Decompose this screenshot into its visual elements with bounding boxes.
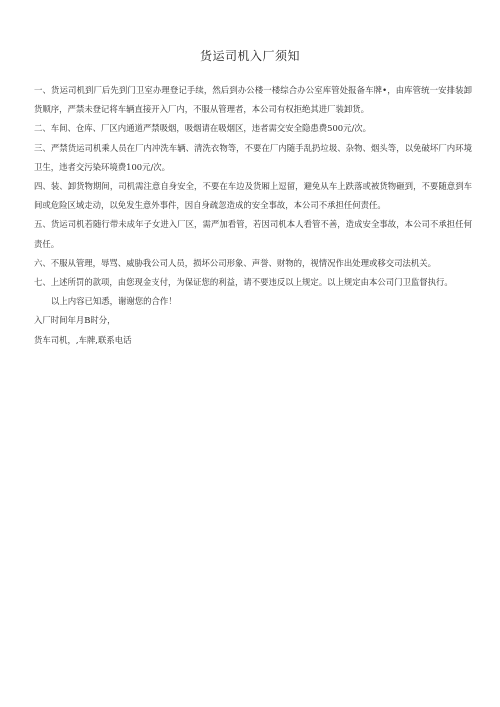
entry-time-line: 入厂时间年月B时分， — [34, 315, 116, 326]
rule-paragraph-3: 三、严禁货运司机乘人员在厂内冲洗车辆、清洗衣物等，不要在厂内随手乱扔垃圾、杂物、烟头等，以免破坏厂内环境卫生，违者交污染环境费100元/次。 — [34, 142, 472, 172]
rule-paragraph-4: 四、装、卸货物期间，司机需注意自身安全，不要在车边及货厢上逗留，避免从车上跌落或被货物砸到，不要随意到车间或危险区域走动，以免发生意外事件，因自身疏忽造成的安全事故，本公司不承担任何责任。 — [34, 181, 472, 211]
rule-paragraph-1: 一、货运司机到厂后先到门卫室办理登记手续，然后到办公楼一楼综合办公室库管处报备车牌•，由库管统一安排装卸货顺序，严禁未登记将车辆直接开入厂内，不服从管理者，本公司有权拒绝其进厂装卸货。 — [34, 85, 472, 115]
document-title: 货运司机入厂须知 — [199, 49, 300, 63]
document-body — [34, 81, 472, 350]
rule-paragraph-5: 五、货运司机若随行带未成年子女进入厂区，需严加看管，若因司机本人看管不善，造成安全事故，本公司不承担任何责任。 — [34, 219, 472, 249]
driver-info-line: 货车司机，,车牌,联系电话 — [34, 334, 132, 345]
rule-paragraph-2: 二、车间、仓库、厂区内通道严禁吸烟，吸烟请在吸烟区，违者需交安全隐患费500元/次。 — [34, 123, 372, 134]
rule-paragraph-6: 六、不服从管理，辱骂、威胁我公司人员，损坏公司形象、声誉、财物的，视情况作出处理或移交司法机关。 — [34, 257, 436, 268]
closing-note: 以上内容已知悉，谢谢您的合作！ — [51, 296, 177, 307]
rule-paragraph-7: 七、上述所罚的款项，由您现金支付，为保证您的利益，请不要违反以上规定。以上规定由本公司门卫监督执行。 — [34, 277, 453, 288]
